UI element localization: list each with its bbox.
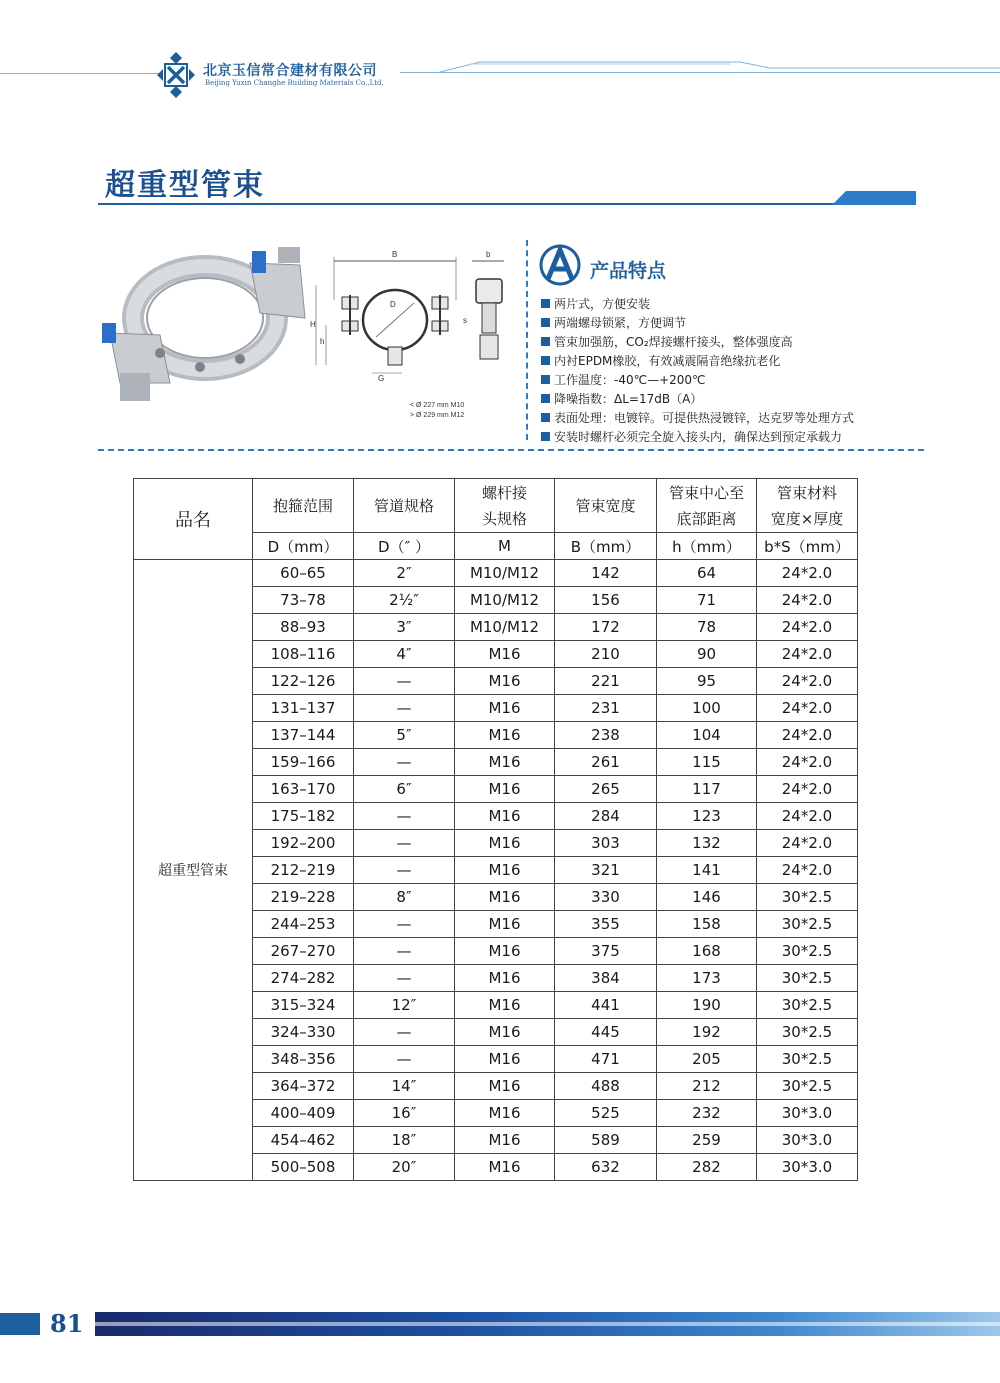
table-cell: 16″ — [354, 1100, 455, 1127]
table-cell: M16 — [455, 1100, 555, 1127]
table-cell: 60–65 — [253, 560, 354, 587]
table-cell: 259 — [657, 1127, 757, 1154]
table-cell: M16 — [455, 938, 555, 965]
table-cell: 71 — [657, 587, 757, 614]
table-cell: M16 — [455, 695, 555, 722]
table-cell: 471 — [555, 1046, 657, 1073]
footer-bar-stripe — [95, 1322, 1000, 1326]
table-cell: 131–137 — [253, 695, 354, 722]
page-number: 81 — [50, 1309, 84, 1338]
table-cell: 137–144 — [253, 722, 354, 749]
company-logo-icon — [155, 50, 197, 100]
table-cell: 348–356 — [253, 1046, 354, 1073]
header-swoosh — [440, 60, 1000, 76]
table-cell: M16 — [455, 1154, 555, 1181]
table-cell: 274–282 — [253, 965, 354, 992]
table-cell: M16 — [455, 1046, 555, 1073]
table-cell: 168 — [657, 938, 757, 965]
table-cell: 330 — [555, 884, 657, 911]
dim-label-D: D — [390, 300, 396, 309]
table-cell: 108–116 — [253, 641, 354, 668]
table-cell: M16 — [455, 1019, 555, 1046]
table-cell: 6″ — [354, 776, 455, 803]
col-header: 管道规格 — [354, 479, 455, 533]
table-cell: 238 — [555, 722, 657, 749]
table-cell: 95 — [657, 668, 757, 695]
feature-item: 表面处理：电镀锌。可提供热浸镀锌，达克罗等处理方式 — [541, 409, 854, 428]
dim-label-B: B — [392, 250, 398, 259]
company-name-cn: 北京玉信常合建材有限公司 — [203, 63, 377, 79]
bullet-square-icon — [541, 432, 550, 441]
table-header-row — [134, 479, 858, 533]
table-cell: 30*2.5 — [757, 965, 858, 992]
table-cell: M16 — [455, 992, 555, 1019]
table-cell: 24*2.0 — [757, 695, 858, 722]
col-header: 管束宽度 — [555, 479, 657, 533]
table-cell: M16 — [455, 668, 555, 695]
table-cell: 284 — [555, 803, 657, 830]
table-cell: 73–78 — [253, 587, 354, 614]
table-cell: 355 — [555, 911, 657, 938]
col-header: 管束中心至 底部距离 — [657, 479, 757, 533]
table-cell: 205 — [657, 1046, 757, 1073]
table-cell: 212 — [657, 1073, 757, 1100]
table-cell: 142 — [555, 560, 657, 587]
feature-item: 两端螺母锁紧，方便调节 — [541, 314, 854, 333]
table-cell: 141 — [657, 857, 757, 884]
table-cell: M16 — [455, 884, 555, 911]
unit-cell: D（″ ） — [354, 533, 455, 560]
table-cell: 163–170 — [253, 776, 354, 803]
table-cell: 445 — [555, 1019, 657, 1046]
table-cell: 88–93 — [253, 614, 354, 641]
clamp-dimension-drawing — [306, 245, 526, 423]
table-cell: M16 — [455, 722, 555, 749]
bullet-square-icon — [541, 413, 550, 422]
table-cell: 632 — [555, 1154, 657, 1181]
table-cell: 30*3.0 — [757, 1154, 858, 1181]
table-cell: 210 — [555, 641, 657, 668]
company-name-en: Beijing Yuxin Changhe Building Materials Co.,Ltd. — [205, 79, 384, 87]
table-cell: 303 — [555, 830, 657, 857]
features-divider — [526, 240, 528, 440]
table-cell: 190 — [657, 992, 757, 1019]
table-cell: 104 — [657, 722, 757, 749]
features-title: 产品特点 — [590, 260, 667, 282]
table-cell: 122–126 — [253, 668, 354, 695]
table-cell: M16 — [455, 1127, 555, 1154]
header-rule-left — [0, 73, 160, 74]
table-cell: 132 — [657, 830, 757, 857]
table-cell: 2½″ — [354, 587, 455, 614]
col-header: 管束材料 宽度×厚度 — [757, 479, 858, 533]
drawing-note-m10: < Ø 227 mm M10 — [410, 402, 465, 409]
table-cell: — — [354, 1046, 455, 1073]
table-cell: 24*2.0 — [757, 560, 858, 587]
table-cell: M16 — [455, 776, 555, 803]
table-cell: M16 — [455, 1073, 555, 1100]
feature-item: 工作温度：-40℃—+200℃ — [541, 371, 854, 390]
table-cell: 123 — [657, 803, 757, 830]
table-cell: 261 — [555, 749, 657, 776]
table-cell: 364–372 — [253, 1073, 354, 1100]
table-cell: 24*2.0 — [757, 749, 858, 776]
table-cell: 64 — [657, 560, 757, 587]
col-header: 抱箍范围 — [253, 479, 354, 533]
table-cell: — — [354, 1019, 455, 1046]
table-cell: 30*2.5 — [757, 992, 858, 1019]
bullet-square-icon — [541, 299, 550, 308]
table-cell: 117 — [657, 776, 757, 803]
table-cell: 78 — [657, 614, 757, 641]
dim-label-b: b — [486, 250, 491, 259]
table-cell: 8″ — [354, 884, 455, 911]
table-cell: 173 — [657, 965, 757, 992]
table-cell: 100 — [657, 695, 757, 722]
table-cell: — — [354, 938, 455, 965]
table-cell: M10/M12 — [455, 614, 555, 641]
feature-item: 降噪指数：ΔL=17dB（A） — [541, 390, 854, 409]
table-cell: 24*2.0 — [757, 857, 858, 884]
table-cell: 12″ — [354, 992, 455, 1019]
table-cell: 159–166 — [253, 749, 354, 776]
dim-label-h: h — [320, 337, 325, 346]
bullet-square-icon — [541, 318, 550, 327]
table-cell: 232 — [657, 1100, 757, 1127]
feature-item: 两片式，方便安装 — [541, 295, 854, 314]
table-cell: 24*2.0 — [757, 776, 858, 803]
unit-cell: b*S（mm） — [757, 533, 858, 560]
table-cell: 525 — [555, 1100, 657, 1127]
table-cell: 4″ — [354, 641, 455, 668]
table-cell: 30*2.5 — [757, 911, 858, 938]
table-cell: — — [354, 911, 455, 938]
table-cell: 375 — [555, 938, 657, 965]
table-cell: 156 — [555, 587, 657, 614]
table-cell: 30*2.5 — [757, 884, 858, 911]
page-title: 超重型管束 — [105, 168, 265, 203]
table-cell: M10/M12 — [455, 587, 555, 614]
table-cell: 212–219 — [253, 857, 354, 884]
table-cell: 20″ — [354, 1154, 455, 1181]
footer-left-block — [0, 1313, 40, 1335]
table-cell: 324–330 — [253, 1019, 354, 1046]
table-cell: 267–270 — [253, 938, 354, 965]
features-logo-icon — [538, 243, 582, 287]
table-cell: 30*3.0 — [757, 1127, 858, 1154]
dim-label-H: H — [310, 320, 316, 329]
table-cell: 24*2.0 — [757, 614, 858, 641]
table-cell: 219–228 — [253, 884, 354, 911]
bullet-square-icon — [541, 337, 550, 346]
table-cell: — — [354, 695, 455, 722]
table-cell: — — [354, 749, 455, 776]
table-cell: 488 — [555, 1073, 657, 1100]
drawing-note-m12: > Ø 229 mm M12 — [410, 412, 465, 419]
table-cell: 172 — [555, 614, 657, 641]
table-cell: 18″ — [354, 1127, 455, 1154]
table-cell: 30*2.5 — [757, 938, 858, 965]
table-cell: M16 — [455, 830, 555, 857]
table-cell: 454–462 — [253, 1127, 354, 1154]
table-cell: 30*2.5 — [757, 1073, 858, 1100]
title-accent-tab — [832, 191, 916, 205]
table-cell: — — [354, 857, 455, 884]
table-cell: 24*2.0 — [757, 587, 858, 614]
table-cell: 244–253 — [253, 911, 354, 938]
table-cell: 24*2.0 — [757, 668, 858, 695]
table-cell: 115 — [657, 749, 757, 776]
table-cell: 282 — [657, 1154, 757, 1181]
dim-label-s: s — [463, 316, 467, 325]
table-cell: 384 — [555, 965, 657, 992]
table-cell: 24*2.0 — [757, 830, 858, 857]
table-cell: 315–324 — [253, 992, 354, 1019]
product-header: 品名 — [134, 479, 253, 560]
table-cell: — — [354, 668, 455, 695]
table-cell: 192 — [657, 1019, 757, 1046]
table-cell: 24*2.0 — [757, 803, 858, 830]
table-cell: 3″ — [354, 614, 455, 641]
table-cell: 90 — [657, 641, 757, 668]
title-rule — [98, 203, 916, 205]
table-cell: 24*2.0 — [757, 641, 858, 668]
unit-cell: B（mm） — [555, 533, 657, 560]
table-cell: — — [354, 830, 455, 857]
table-cell: 146 — [657, 884, 757, 911]
bullet-square-icon — [541, 375, 550, 384]
table-cell: 500–508 — [253, 1154, 354, 1181]
table-cell: 400–409 — [253, 1100, 354, 1127]
feature-item: 安装时螺杆必须完全旋入接头内，确保达到预定承载力 — [541, 428, 854, 447]
table-cell: 175–182 — [253, 803, 354, 830]
table-cell: 24*2.0 — [757, 722, 858, 749]
table-cell: 2″ — [354, 560, 455, 587]
bullet-square-icon — [541, 356, 550, 365]
table-cell: M16 — [455, 965, 555, 992]
table-cell: M16 — [455, 911, 555, 938]
unit-cell: h（mm） — [657, 533, 757, 560]
table-row — [134, 560, 858, 587]
bullet-square-icon — [541, 394, 550, 403]
dim-label-G: G — [378, 374, 385, 383]
features-list — [541, 295, 854, 447]
table-cell: 441 — [555, 992, 657, 1019]
table-cell: — — [354, 803, 455, 830]
table-cell: M10/M12 — [455, 560, 555, 587]
table-cell: 30*2.5 — [757, 1019, 858, 1046]
unit-cell: M — [455, 533, 555, 560]
table-cell: 192–200 — [253, 830, 354, 857]
table-cell: M16 — [455, 749, 555, 776]
product-name-cell: 超重型管束 — [134, 560, 253, 1181]
table-cell: — — [354, 965, 455, 992]
feature-item: 内衬EPDM橡胶，有效减震隔音绝缘抗老化 — [541, 352, 854, 371]
col-header: 螺杆接 头规格 — [455, 479, 555, 533]
table-cell: 30*2.5 — [757, 1046, 858, 1073]
feature-item: 管束加强筋，CO₂焊接螺杆接头，整体强度高 — [541, 333, 854, 352]
clamp-photo-illustration — [100, 243, 310, 413]
spec-table — [133, 478, 858, 1181]
unit-cell: D（mm） — [253, 533, 354, 560]
table-cell: M16 — [455, 641, 555, 668]
table-cell: 221 — [555, 668, 657, 695]
table-cell: 265 — [555, 776, 657, 803]
table-cell: M16 — [455, 857, 555, 884]
table-cell: 589 — [555, 1127, 657, 1154]
table-cell: 321 — [555, 857, 657, 884]
table-cell: 30*3.0 — [757, 1100, 858, 1127]
section-divider — [98, 449, 924, 451]
table-cell: 158 — [657, 911, 757, 938]
table-cell: M16 — [455, 803, 555, 830]
table-cell: 231 — [555, 695, 657, 722]
table-cell: 5″ — [354, 722, 455, 749]
table-cell: 14″ — [354, 1073, 455, 1100]
